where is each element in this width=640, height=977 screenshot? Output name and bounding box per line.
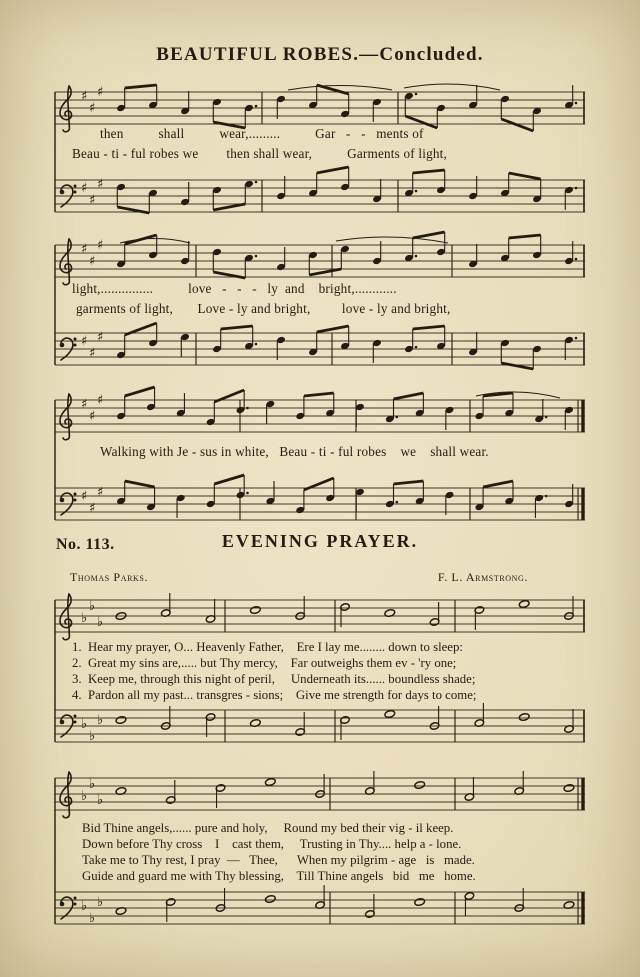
verse-block-2: [72, 820, 597, 884]
svg-text:♭: ♭: [97, 793, 104, 808]
svg-text:♭: ♭: [97, 713, 104, 728]
svg-text:♯: ♯: [89, 409, 96, 424]
verse-line-1: 1. Hear my prayer, O... Heavenly Father, Ere I lay me........ down to sleep:: [72, 640, 463, 654]
svg-text:♯: ♯: [89, 346, 96, 361]
svg-text:♭: ♭: [89, 729, 96, 744]
svg-text:♯: ♯: [97, 85, 104, 100]
svg-text:♯: ♯: [89, 501, 96, 516]
svg-text:♯: ♯: [81, 242, 88, 257]
verse-line-8: Guide and guard me with Thy blessing, Till Thine angels bid me home.: [82, 869, 476, 883]
svg-text:♭: ♭: [89, 911, 96, 926]
verse-line-5: Bid Thine angels,...... pure and holy, Round my bed their vig - il keep.: [82, 821, 454, 835]
svg-text:♯: ♯: [89, 101, 96, 116]
svg-text:♯: ♯: [81, 89, 88, 104]
lyric-line-alto-1: Beau - ti - ful robes we then shall wear, Garments of light,: [72, 146, 448, 161]
svg-text:♯: ♯: [89, 254, 96, 269]
lyric-line-3: Walking with Je - sus in white, Beau - ti - ful robes we shall wear.: [100, 444, 489, 459]
svg-text:♭: ♭: [81, 611, 88, 626]
svg-text:♯: ♯: [81, 397, 88, 412]
hymn-title: EVENING PRAYER.: [221, 531, 419, 551]
svg-text:♯: ♯: [81, 181, 88, 196]
svg-text:♭: ♭: [97, 615, 104, 630]
svg-text:♯: ♯: [97, 177, 104, 192]
svg-text:♭: ♭: [81, 717, 88, 732]
svg-text:♯: ♯: [97, 330, 104, 345]
svg-text:♯: ♯: [81, 334, 88, 349]
hymn-number-label: No. 113.: [56, 536, 115, 553]
verse-line-7: Take me to Thy rest, I pray — Thee, When my pilgrim - age is made.: [82, 853, 475, 867]
author-name: Thomas Parks.: [70, 570, 149, 584]
lyric-line-soprano-1: then shall wear,......... Gar - - ments of: [100, 126, 424, 141]
svg-text:♯: ♯: [89, 193, 96, 208]
page-title: BEAUTIFUL ROBES.—Concluded.: [156, 44, 484, 65]
verse-line-4: 4. Pardon all my past... transgres - sions; Give me strength for days to come;: [72, 688, 477, 702]
svg-text:♯: ♯: [81, 489, 88, 504]
music-system-3-staves: [0, 388, 640, 538]
svg-text:♯: ♯: [97, 238, 104, 253]
lyric-line-alto-2: garments of light, Love - ly and bright, love - ly and bright,: [76, 301, 451, 316]
svg-text:♯: ♯: [97, 393, 104, 408]
svg-text:♭: ♭: [81, 789, 88, 804]
svg-text:♯: ♯: [97, 485, 104, 500]
svg-text:♭: ♭: [97, 895, 104, 910]
lyric-line-soprano-2: light,............... love - - - ly and bright,............: [72, 281, 397, 296]
composer-name: F. L. Armstrong.: [437, 570, 528, 584]
verse-line-2: 2. Great my sins are,..... but Thy mercy, Far outweighs them ev - 'ry one;: [72, 656, 457, 670]
svg-text:♭: ♭: [81, 899, 88, 914]
verse-line-3: 3. Keep me, through this night of peril, Underneath its...... boundless shade;: [72, 672, 476, 686]
verse-block-1: [72, 639, 587, 703]
svg-text:♭: ♭: [89, 777, 96, 792]
verse-line-6: Down before Thy cross I cast them, Trusting in Thy.... help a - lone.: [82, 837, 462, 851]
svg-text:♭: ♭: [89, 599, 96, 614]
